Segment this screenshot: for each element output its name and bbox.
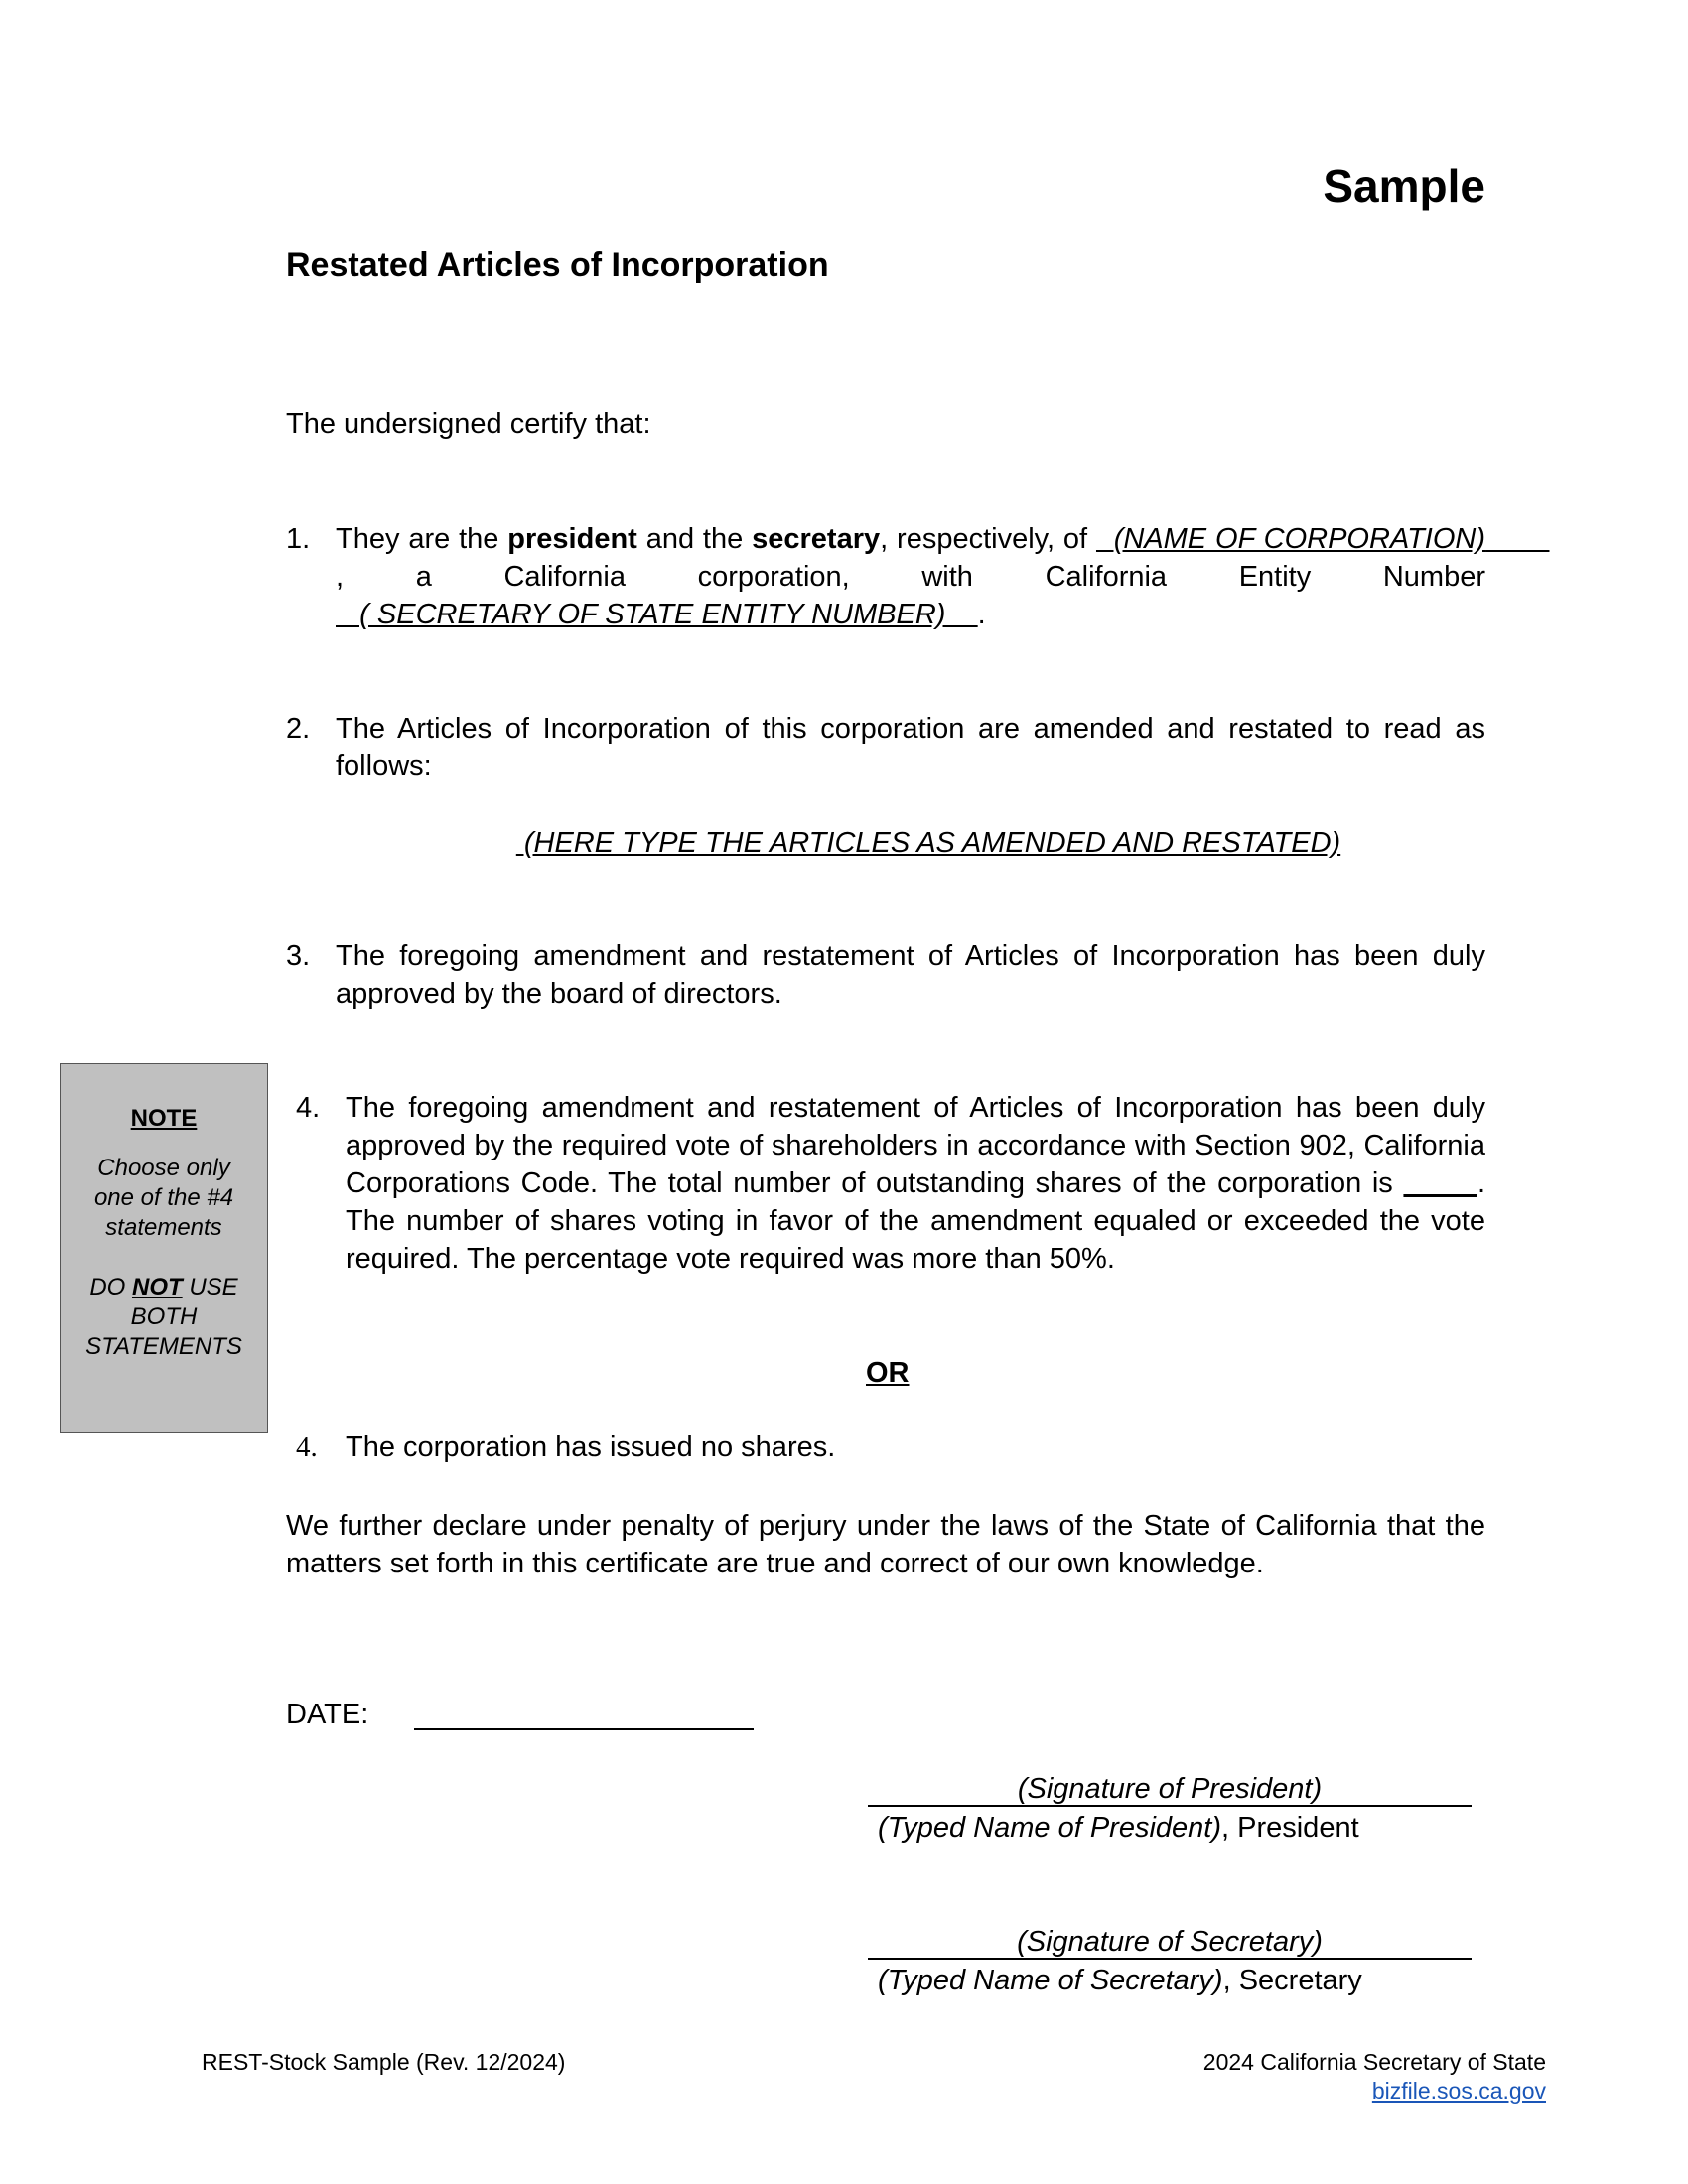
- title: , President: [1221, 1812, 1359, 1843]
- text: USE BOTH STATEMENTS: [85, 1274, 242, 1360]
- bold-president: president: [507, 523, 637, 555]
- sample-label: Sample: [1323, 160, 1485, 211]
- date-label: DATE:: [286, 1699, 369, 1730]
- president-signature-line[interactable]: [868, 1805, 1472, 1807]
- president-typed-name: [878, 1809, 1359, 1846]
- bold-secretary: secretary: [752, 523, 881, 555]
- item-2: [286, 710, 1485, 785]
- text: , a California corporation, with California Entity Number: [336, 561, 1485, 593]
- articles-placeholder-field[interactable]: (HERE TYPE THE ARTICLES AS AMENDED AND RESTATED): [515, 827, 1341, 859]
- footer-form-id: REST-Stock Sample (Rev. 12/2024): [202, 2049, 566, 2075]
- footer-link[interactable]: bizfile.sos.ca.gov: [1371, 2078, 1546, 2104]
- item-4-no-shares: [296, 1429, 1485, 1466]
- item-text: The corporation has issued no shares.: [346, 1432, 836, 1463]
- item-text: [346, 1089, 1485, 1278]
- typed-name: (Typed Name of Secretary): [878, 1965, 1223, 1996]
- item-number: 1.: [286, 523, 311, 555]
- text: DO: [89, 1274, 132, 1300]
- typed-name: (Typed Name of President): [878, 1812, 1221, 1843]
- text: They are the: [336, 523, 508, 555]
- intro-text: The undersigned certify that:: [286, 408, 651, 440]
- secretary-signature-line[interactable]: [868, 1958, 1472, 1960]
- item-number: 4.: [296, 1092, 321, 1124]
- note-instruction: Choose only one of the #4 statements: [93, 1155, 234, 1241]
- corporation-name-field[interactable]: (NAME OF CORPORATION): [1095, 523, 1550, 555]
- president-signature-label: (Signature of President): [1017, 1773, 1323, 1805]
- note-box: [60, 1063, 268, 1433]
- or-separator: OR: [866, 1357, 910, 1389]
- item-text: [336, 520, 1550, 633]
- item-number: 3.: [286, 940, 311, 972]
- text: The foregoing amendment and restatement of Articles of Incorporation has been duly approved by the required vote of shareholders in accordance with Section 902, California Corporations Code. The total number of outstanding shares of the corporation is: [346, 1092, 1485, 1199]
- document-title: Restated Articles of Incorporation: [286, 246, 829, 284]
- text-not: NOT: [131, 1274, 183, 1300]
- secretary-typed-name: [878, 1962, 1362, 1999]
- declaration: We further declare under penalty of perjury under the laws of the State of California that the matters set forth in this certificate are true and correct of our own knowledge.: [286, 1510, 1485, 1579]
- text: and the: [636, 523, 753, 555]
- entity-number-field[interactable]: ( SECRETARY OF STATE ENTITY NUMBER): [336, 599, 978, 630]
- item-4-shareholders: [296, 1089, 1485, 1278]
- item-number: 2.: [286, 713, 311, 745]
- outstanding-shares-field[interactable]: [1403, 1167, 1477, 1199]
- item-text: The Articles of Incorporation of this corporation are amended and restated to read as follows:: [336, 713, 1485, 782]
- secretary-signature-label: (Signature of Secretary): [1017, 1926, 1323, 1958]
- note-heading: NOTE: [130, 1105, 198, 1132]
- text: . The number of shares voting in favor of the amendment equaled or exceeded the vote required. The percentage vote required was more than 50%.: [346, 1167, 1485, 1275]
- text: .: [977, 599, 986, 630]
- item-3: [286, 937, 1485, 1013]
- title: , Secretary: [1222, 1965, 1362, 1996]
- item-text: The foregoing amendment and restatement of Articles of Incorporation has been duly approved by the board of directors.: [336, 940, 1485, 1010]
- date-field[interactable]: [414, 1728, 754, 1730]
- footer-copyright: 2024 California Secretary of State: [1202, 2049, 1546, 2075]
- text: , respectively, of: [880, 523, 1096, 555]
- note-warning: [61, 1273, 267, 1362]
- item-1: [286, 520, 1550, 633]
- item-number: 4.: [296, 1432, 318, 1463]
